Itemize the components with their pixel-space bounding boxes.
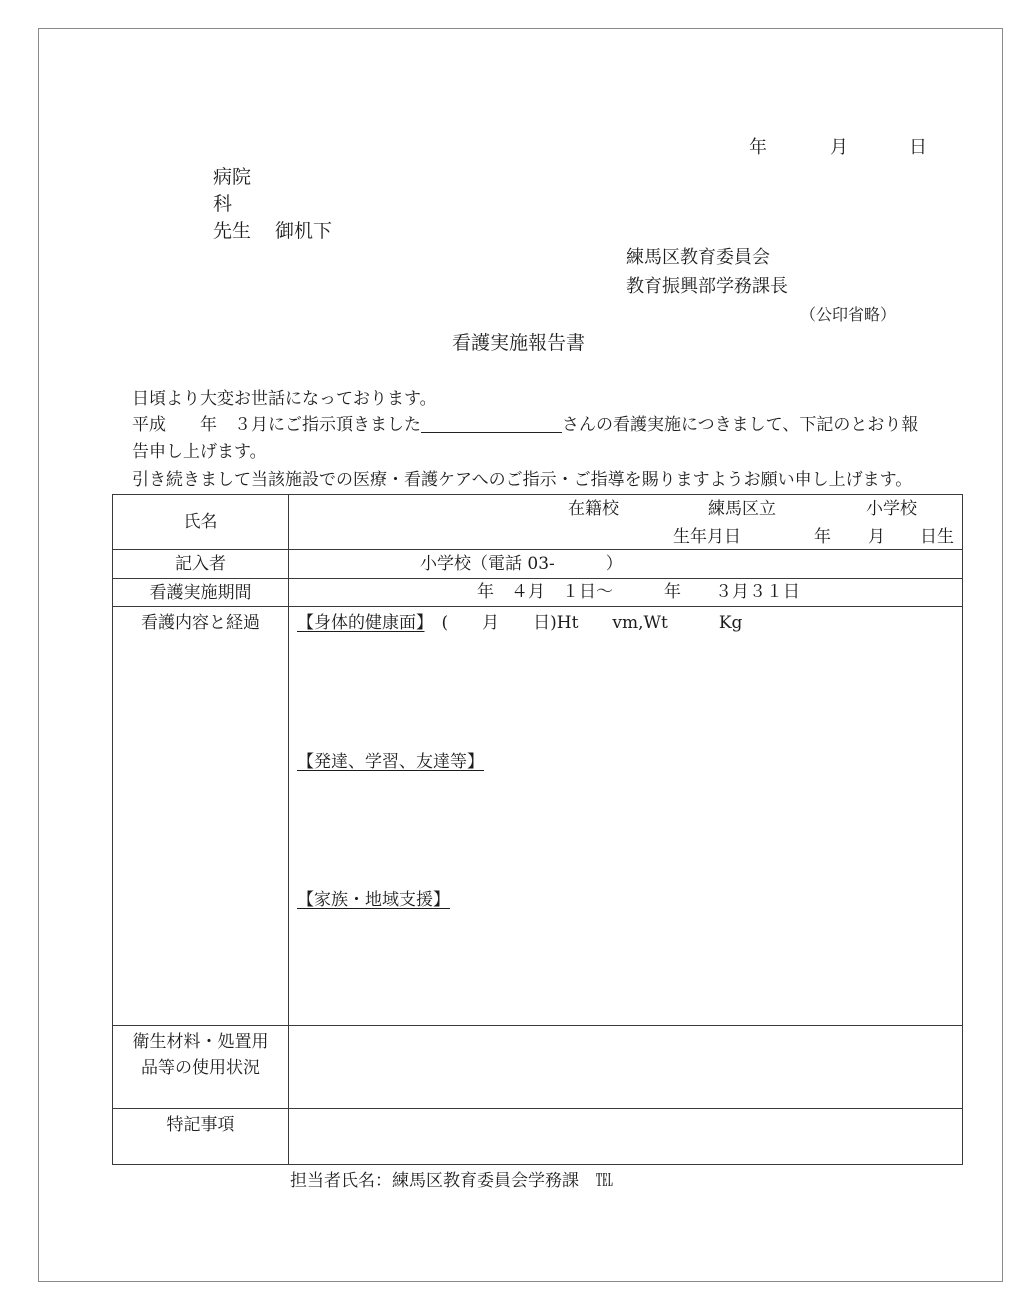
body-report-line-end: 告申し上げます。 — [132, 442, 267, 462]
label-period-text: 看護実施期間 — [149, 582, 252, 603]
physical-fields: ( 月 日)Ht vm,Wt Kg — [424, 613, 743, 633]
footer-contact: 担当者氏名：練馬区教育委員会学務課 ℡ — [290, 1171, 613, 1191]
label-period — [113, 579, 289, 606]
label-content — [113, 607, 289, 1025]
label-remarks — [113, 1109, 289, 1164]
addressee-honorific: 御机下 — [275, 220, 333, 242]
document-title: 看護実施報告書 — [452, 332, 586, 354]
label-supplies — [113, 1026, 289, 1108]
label-content-text: 看護内容と経過 — [141, 613, 260, 633]
label-supplies-line2: 品等の使用状況 — [141, 1058, 260, 1078]
seal-note: （公印省略） — [800, 305, 897, 324]
birth-month-label: 月 — [868, 527, 885, 547]
date-year-label: 年 — [749, 137, 767, 158]
school-prefix: 練馬区立 — [708, 499, 776, 519]
sender-title: 教育振興部学務課長 — [626, 276, 788, 297]
value-recorder — [289, 550, 962, 578]
birth-year-label: 年 — [814, 527, 831, 547]
school-suffix: 小学校 — [866, 499, 917, 519]
date-day-label: 日 — [909, 137, 927, 158]
label-name — [113, 495, 289, 549]
label-name-text: 氏名 — [183, 512, 218, 532]
period-value: 年 ４月 １日～ 年 ３月３１日 — [477, 582, 800, 602]
report-line-prefix: 平成 年 ３月にご指示頂きました — [132, 415, 421, 435]
row-recorder — [113, 550, 962, 579]
sender-organization: 練馬区教育委員会 — [626, 247, 770, 268]
row-period — [113, 579, 962, 607]
body-request: 引き続きまして当該施設での医療・看護ケアへのご指示・ご指導を賜りますようお願い申し上げます。 — [132, 470, 913, 490]
row-supplies — [113, 1026, 962, 1109]
row-content — [113, 607, 962, 1026]
body-report-line — [132, 415, 918, 435]
addressee-department: 科 — [213, 193, 233, 215]
row-remarks — [113, 1109, 962, 1164]
physical-section — [297, 613, 742, 633]
recorder-value: 小学校（電話 03- ） — [420, 554, 623, 574]
value-name — [289, 495, 962, 549]
patient-name-blank — [421, 418, 562, 433]
value-period — [289, 579, 962, 606]
body-greeting: 日頃より大変お世話になっております。 — [132, 389, 437, 409]
birthdate-label: 生年月日 — [673, 527, 741, 547]
addressee-doctor: 先生 — [213, 220, 252, 242]
development-heading: 【発達、学習、友達等】 — [297, 752, 484, 772]
value-content — [289, 607, 962, 1025]
addressee-hospital: 病院 — [213, 166, 252, 188]
physical-heading: 【身体的健康面】 — [297, 613, 425, 633]
date-month-label: 月 — [830, 137, 848, 158]
value-supplies — [289, 1026, 962, 1108]
label-supplies-line1: 衛生材料・処置用 — [132, 1032, 269, 1052]
report-line-suffix: さんの看護実施につきまして、下記のとおり報 — [562, 415, 919, 435]
label-recorder-text: 記入者 — [175, 554, 226, 574]
row-name — [113, 495, 962, 550]
label-recorder — [113, 550, 289, 578]
report-table — [112, 494, 963, 1165]
label-remarks-text: 特記事項 — [166, 1115, 235, 1135]
school-label: 在籍校 — [568, 499, 619, 519]
value-remarks — [289, 1109, 962, 1164]
family-heading: 【家族・地域支援】 — [297, 890, 450, 910]
birth-day-label: 日生 — [920, 527, 954, 547]
